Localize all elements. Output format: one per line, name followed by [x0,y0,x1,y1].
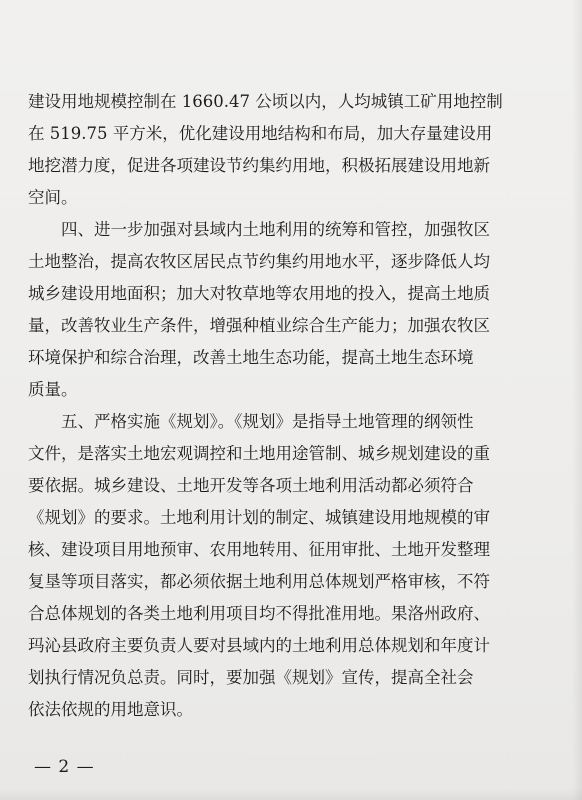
paragraph-first-line: 五、严格实施《规划》。《规划》是指导土地管理的纲领性 [61,412,474,431]
text-line: 核、建设项目用地预审、农用地转用、征用审批、土地开发整理 [28,540,490,559]
document-body [28,86,528,726]
text-line: 城乡建设用地面积；加大对牧草地等农用地的投入，提高土地质 [28,284,490,303]
text-line: 土地整治，提高农牧区居民点节约集约用地水平，逐步降低人均 [28,252,490,271]
text-line: 在 519.75 平方米，优化建设用地结构和布局，加大存量建设用 [28,124,493,143]
text-line: 量，改善牧业生产条件，增强种植业综合生产能力；加强农牧区 [28,316,490,335]
text-line: 依法依规的用地意识。 [28,700,193,719]
text-line: 玛沁县政府主要负责人要对县域内的土地利用总体规划和年度计 [28,636,490,655]
text-line: 文件，是落实土地宏观调控和土地用途管制、城乡规划建设的重 [28,444,490,463]
page-bottom-shadow [0,788,582,800]
text-line: 环境保护和综合治理，改善土地生态功能，提高土地生态环境 [28,348,474,367]
text-line: 划执行情况负总责。同时，要加强《规划》宣传，提高全社会 [28,668,474,687]
page-edge-shadow [572,0,582,800]
text-line: 《规划》的要求。土地利用计划的制定、城镇建设用地规模的审 [28,508,490,527]
text-line: 质量。 [28,380,78,399]
text-line: 地挖潜力度，促进各项建设节约集约用地，积极拓展建设用地新 [28,156,490,175]
paragraph-first-line: 四、进一步加强对县域内土地利用的统筹和管控，加强牧区 [61,220,490,239]
text-line: 要依据。城乡建设、土地开发等各项土地利用活动都必须符合 [28,476,474,495]
page-number: — 2 — [34,757,95,777]
text-line: 空间。 [28,188,78,207]
text-line: 建设用地规模控制在 1660.47 公顷以内，人均城镇工矿用地控制 [28,92,503,111]
text-line: 复垦等项目落实，都必须依据土地利用总体规划严格审核，不符 [28,572,490,591]
text-line: 合总体规划的各类土地利用项目均不得批准用地。果洛州政府、 [28,604,490,623]
